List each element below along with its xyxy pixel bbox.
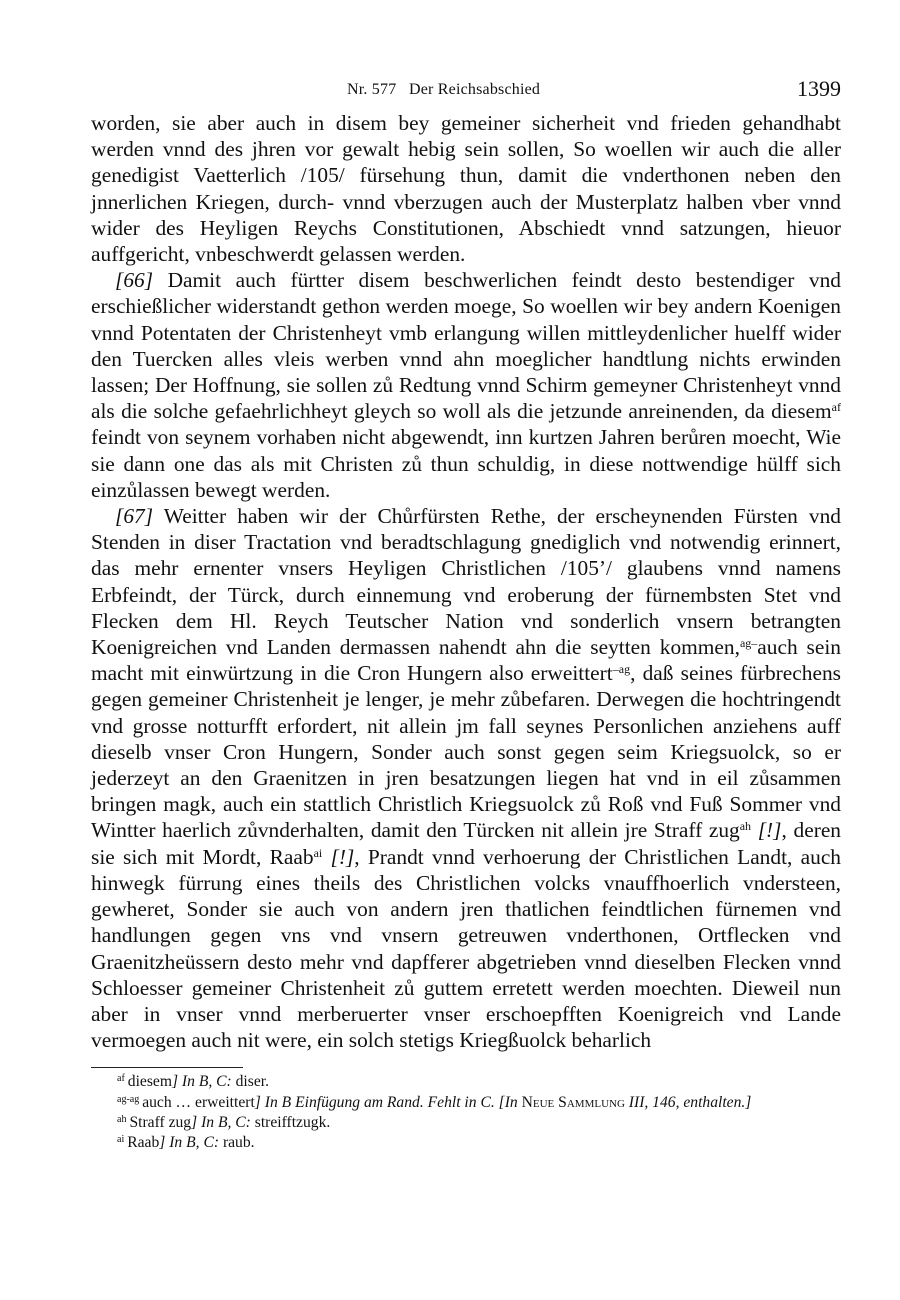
footnote-ah — [91, 1113, 841, 1133]
footnote-note: raub. — [219, 1134, 255, 1152]
running-title: Nr. 577 Der Reichsabschied — [347, 81, 541, 98]
running-head — [91, 78, 841, 104]
editorial-mark: [!] — [751, 818, 782, 843]
paragraph-text: Damit auch fürtter disem beschwerlichen feindt desto bestendiger vnd erschießlicher widerstandt gethon werden moege, So woellen wir bey andern Koenigen vnnd Potentaten der Christenheyt vmb erlangung willen mittleydenlicher huelff wider den Tuercken alles vleis werben vnnd ahn moeglicher handtlung nichts erwinden lassen; Der Hoffnung, sie sollen zů Redtung vnnd Schirm gemeyner Christenheyt vnnd als die solche gefaehrlichheyt gleych so woll als die jetzunde anreinenden, da diesem — [91, 268, 841, 424]
footnote-bracket: ] — [191, 1113, 198, 1131]
paragraph-number: [66] — [115, 268, 154, 293]
footnote-lemma: Straff zug — [129, 1113, 192, 1131]
footnote-note: streifftzugk. — [250, 1113, 331, 1131]
footnote-lemma: Raab — [127, 1134, 160, 1152]
footnote-note-smallcaps: Neue Sammlung — [521, 1093, 625, 1111]
paragraph-66 — [91, 267, 841, 503]
footnote-note-italic: III, 146, enthalten.] — [624, 1093, 752, 1111]
paragraph-text: auch sein macht mit einwürtzung in die Cron Hungern also erweittert — [91, 635, 841, 686]
main-text — [91, 110, 841, 1053]
footnote-mark: ah — [117, 1113, 127, 1125]
footnote-note-italic: In B Einfügung am Rand. Fehlt in C. [In — [260, 1093, 522, 1111]
paragraph-continued — [91, 110, 841, 267]
paragraph-text: Weitter haben wir der Chůrfürsten Rethe, der erscheynenden Fürsten vnd Stenden in diser Tractation vnd beradtschlagung gnediglich vnd notwendig erinnert, das mehr ernenter vnsers Heyligen Christlichen /105’/ glaubens vnnd namens Erbfeindt, der Türck, durch einnemung vnd eroberung der fürnembsten Stet vnd Flecken dem Hl. Reych Teutscher Nation vnd sonderlich vnsern betrangten Koenigreichen vnd Landen dermassen nahendt ahn die seytten kommen, — [91, 504, 841, 660]
footnote-marker-ai: ai — [313, 845, 323, 860]
footnote-marker-af: af — [831, 400, 841, 415]
paragraph-number: [67] — [115, 504, 154, 529]
footnote-marker-ag-close: –ag — [612, 662, 631, 677]
footnote-marker-ah: ah — [739, 819, 752, 834]
footnote-note-italic: In B, C: — [178, 1073, 232, 1091]
page-number: 1399 — [797, 76, 841, 101]
paragraph-text: worden, sie aber auch in disem bey gemeiner sicherheit vnd frieden gehandhabt werden vnnd des jhren vor gewalt hebig sein sollen, So woellen wir auch die aller genedigist Vaetterlich /105/ fürsehung thun, damit die vnderthonen neben den jnnerlichen Kriegen, durch- vnnd vberzugen auch der Musterplatz halben vber vnnd wider des Heyligen Reychs Constitutionen, Abschiedt vnnd satzungen, hieuor auffgericht, vnbeschwerdt gelassen werden. — [91, 111, 841, 267]
footnote-af — [91, 1072, 841, 1092]
footnote-mark: ag-ag — [117, 1093, 140, 1105]
footnote-marker-ag-open: ag– — [739, 636, 758, 651]
footnote-note: diser. — [231, 1073, 269, 1091]
footnote-mark: ai — [117, 1134, 125, 1146]
paragraph-text: , daß seines fürbrechens gegen gemeiner Christenheit je lenger, je mehr zůbefaren. Derwegen die hochtringendt vnd grosse notturfft erfordert, nit allein jm fall seynes Personlichen anziehens auff dieselb vnser Cron Hungern, Sonder auch sonst gegen seim Kriegsuolck, so er jederzeyt an den Graenitzen in jren besatzungen liegen hat vnd in eil zůsammen bringen magk, auch ein stattlich Christlich Kriegsuolck zů Roß vnd Fuß Sommer vnd Wintter haerlich zůvnderhalten, damit den Türcken nit allein jre Straff zug — [91, 661, 842, 843]
footnote-ai — [91, 1133, 841, 1153]
editorial-mark: [!] — [322, 844, 355, 869]
footnote-divider — [91, 1067, 243, 1068]
footnote-bracket: ] — [171, 1073, 179, 1091]
page — [91, 78, 841, 1154]
footnote-note-italic: In B, C: — [165, 1134, 220, 1152]
paragraph-67 — [91, 503, 841, 1053]
footnote-lemma: diesem — [127, 1073, 172, 1091]
paragraph-text: feindt von seynem vorhaben nicht abgewendt, inn kurtzen Jahren berůren moecht, Wie sie dann one das als mit Christen zů thun schuldig, in diese nottwendige hülff sich einzůlassen bewegt werden. — [91, 425, 841, 502]
footnote-bracket: ] — [159, 1134, 166, 1152]
footnotes — [91, 1072, 841, 1153]
footnote-bracket: ] — [254, 1093, 261, 1111]
paragraph-text: , deren sie sich mit Mordt, Raab — [91, 818, 842, 869]
paragraph-text: , Prandt vnnd verhoerung der Christlichen Landt, auch hinwegk fürrung eines theils des Christlichen volcks vnauffhoerlich vndersteen, gewheret, Sonder sie auch von andern jren thatlichen feindtlichen fürnemen vnd handlungen gegen vns vnd vnsern getreuwen vnderthonen, Ortflecken vnd Graenitzheüssern desto mehr vnd dapfferer abgetrieben vnnd dieselben Flecken vnnd Schloesser gemeiner Christenheit zů guttem erretett werden moechten. Dieweil nun aber in vnser vnnd merberuerter vnser erschoepfften Koenigreich vnd Lande vermoegen auch nit were, ein solch stetigs Kriegßuolck beharlich — [91, 844, 842, 1053]
footnote-note-italic: In B, C: — [197, 1113, 251, 1131]
footnote-ag — [91, 1093, 841, 1113]
footnote-mark: af — [117, 1073, 125, 1085]
footnote-lemma: auch … erweittert — [142, 1093, 255, 1111]
